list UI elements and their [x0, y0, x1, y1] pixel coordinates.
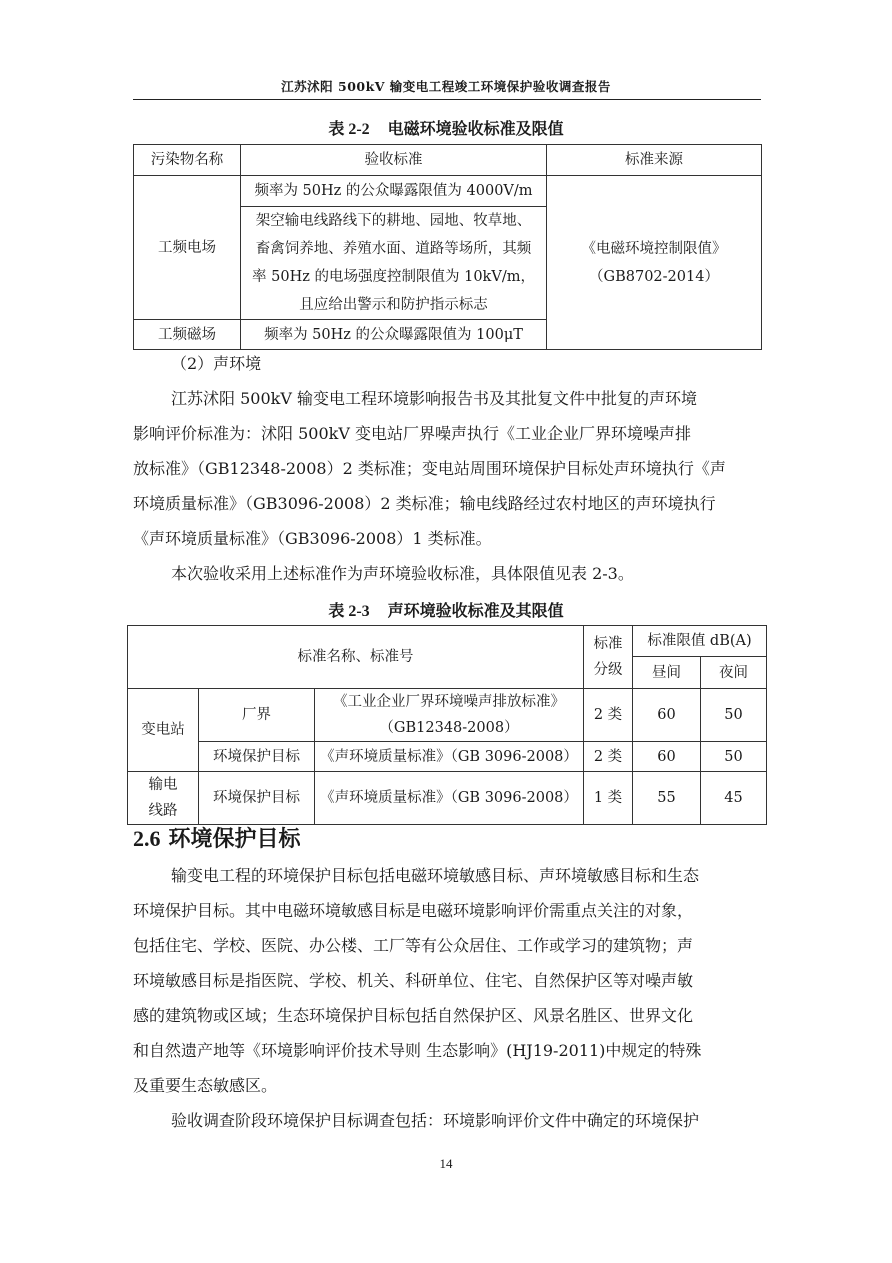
cell-day: 55 — [633, 772, 701, 825]
cell-grade: 2 类 — [584, 689, 633, 742]
table-header-row — [134, 145, 762, 176]
header-divider — [133, 99, 761, 100]
cell-standard: 《声环境质量标准》（GB 3096-2008） — [315, 772, 584, 825]
group-line-text: 输电 — [148, 777, 178, 793]
text-line: 环境敏感目标是指医院、学校、机关、科研单位、住宅、自然保护区等对噪声敏 — [133, 971, 694, 990]
standard-line: 《工业企业厂界环境噪声排放标准》 — [333, 694, 565, 710]
cell-target: 厂界 — [199, 689, 315, 742]
table-2-2 — [133, 144, 762, 350]
text-line: 输变电工程的环境保护目标包括电磁环境敏感目标、声环境敏感目标和生态 — [171, 866, 700, 885]
header-night: 夜间 — [701, 657, 767, 689]
cell-electric-field: 工频电场 — [134, 176, 241, 320]
header-source: 标准来源 — [547, 145, 762, 176]
criteria-line: 且应给出警示和防护指示标志 — [299, 297, 488, 313]
cell-standard: 《声环境质量标准》（GB 3096-2008） — [315, 742, 584, 772]
cell-day: 60 — [633, 689, 701, 742]
table-2-2-caption-title: 电磁环境验收标准及限值 — [387, 119, 564, 138]
cell-day: 60 — [633, 742, 701, 772]
table-2-3 — [127, 625, 767, 825]
text-line: 和自然遗产地等《环境影响评价技术导则 生态影响》(HJ19-2011)中规定的特殊 — [133, 1041, 702, 1060]
standard-line: （GB12348-2008） — [379, 720, 519, 736]
source-line-2: （GB8702-2014） — [589, 268, 719, 285]
text-line: 包括住宅、学校、医院、办公楼、工厂等有公众居住、工作或学习的建筑物；声 — [133, 936, 694, 955]
section-2-6-paragraph-2: 验收调查阶段环境保护目标调查包括：环境影响评价文件中确定的环境保护 — [171, 1111, 700, 1130]
cell-grade: 1 类 — [584, 772, 633, 825]
cell-night: 45 — [701, 772, 767, 825]
header-criteria: 验收标准 — [241, 145, 547, 176]
header-grade — [584, 626, 633, 689]
header-limit: 标准限值 dB(A) — [633, 626, 767, 657]
table-2-3-caption-number: 表 2-3 — [328, 603, 370, 620]
header-pollutant: 污染物名称 — [134, 145, 241, 176]
table-header-row — [128, 626, 767, 657]
table-2-3-caption — [0, 598, 892, 621]
header-grade-line: 标准 — [593, 636, 623, 652]
header-day: 昼间 — [633, 657, 701, 689]
section-2-6-paragraph-1 — [133, 858, 761, 1103]
table-row — [134, 176, 762, 207]
text-line: 及重要生态敏感区。 — [133, 1076, 278, 1095]
cell-grade: 2 类 — [584, 742, 633, 772]
cell-magnetic-criteria: 频率为 50Hz 的公众曝露限值为 100μT — [241, 320, 547, 350]
cell-standard — [315, 689, 584, 742]
text-line: 影响评价标准为：沭阳 500kV 变电站厂界噪声执行《工业企业厂界环境噪声排 — [133, 424, 691, 443]
cell-standard-source — [547, 176, 762, 350]
header-grade-line: 分级 — [593, 662, 623, 678]
cell-magnetic-field: 工频磁场 — [134, 320, 241, 350]
source-line-1: 《电磁环境控制限值》 — [581, 240, 727, 257]
cell-group-substation: 变电站 — [128, 689, 199, 772]
criteria-line: 畜禽饲养地、养殖水面、道路等场所，其频 — [255, 241, 532, 257]
cell-electric-criteria-2 — [241, 207, 547, 320]
table-row — [128, 742, 767, 772]
subheading-sound-environment: （2）声环境 — [171, 354, 262, 373]
cell-group-transmission-line — [128, 772, 199, 825]
text-line: 感的建筑物或区域；生态环境保护目标包括自然保护区、风景名胜区、世界文化 — [133, 1006, 694, 1025]
section-number: 2.6 — [133, 826, 161, 851]
sound-paragraph-2: 本次验收采用上述标准作为声环境验收标准，具体限值见表 2-3。 — [171, 564, 634, 583]
header-standard-name: 标准名称、标准号 — [128, 626, 584, 689]
text-line: 放标准》（GB12348-2008）2 类标准；变电站周围环境保护目标处声环境执行《声 — [133, 459, 726, 478]
table-2-2-caption — [0, 116, 892, 139]
table-row — [128, 772, 767, 825]
criteria-line: 架空输电线路线下的耕地、园地、牧草地、 — [255, 213, 532, 229]
text-line: 《声环境质量标准》（GB3096-2008）1 类标准。 — [133, 529, 492, 548]
running-header-title: 江苏沭阳 500kV 输变电工程竣工环境保护验收调查报告 — [281, 79, 611, 94]
sound-paragraph-1 — [133, 381, 761, 556]
cell-night: 50 — [701, 689, 767, 742]
group-line-text: 线路 — [148, 803, 178, 819]
cell-electric-criteria-1: 频率为 50Hz 的公众曝露限值为 4000V/m — [241, 176, 547, 207]
section-title: 环境保护目标 — [168, 826, 301, 852]
page-number: 14 — [439, 1156, 453, 1171]
text-line: 环境保护目标。其中电磁环境敏感目标是电磁环境影响评价需重点关注的对象， — [133, 901, 694, 920]
cell-night: 50 — [701, 742, 767, 772]
text-line: 江苏沭阳 500kV 输变电工程环境影响报告书及其批复文件中批复的声环境 — [171, 389, 697, 408]
table-2-2-caption-number: 表 2-2 — [328, 121, 370, 138]
cell-target: 环境保护目标 — [199, 772, 315, 825]
cell-target: 环境保护目标 — [199, 742, 315, 772]
section-2-6-heading — [133, 822, 301, 853]
text-line: 环境质量标准》（GB3096-2008）2 类标准；输电线路经过农村地区的声环境执行 — [133, 494, 716, 513]
table-2-3-caption-title: 声环境验收标准及其限值 — [387, 601, 564, 620]
table-row — [128, 689, 767, 742]
criteria-line: 率 50Hz 的电场强度控制限值为 10kV/m， — [252, 269, 535, 285]
